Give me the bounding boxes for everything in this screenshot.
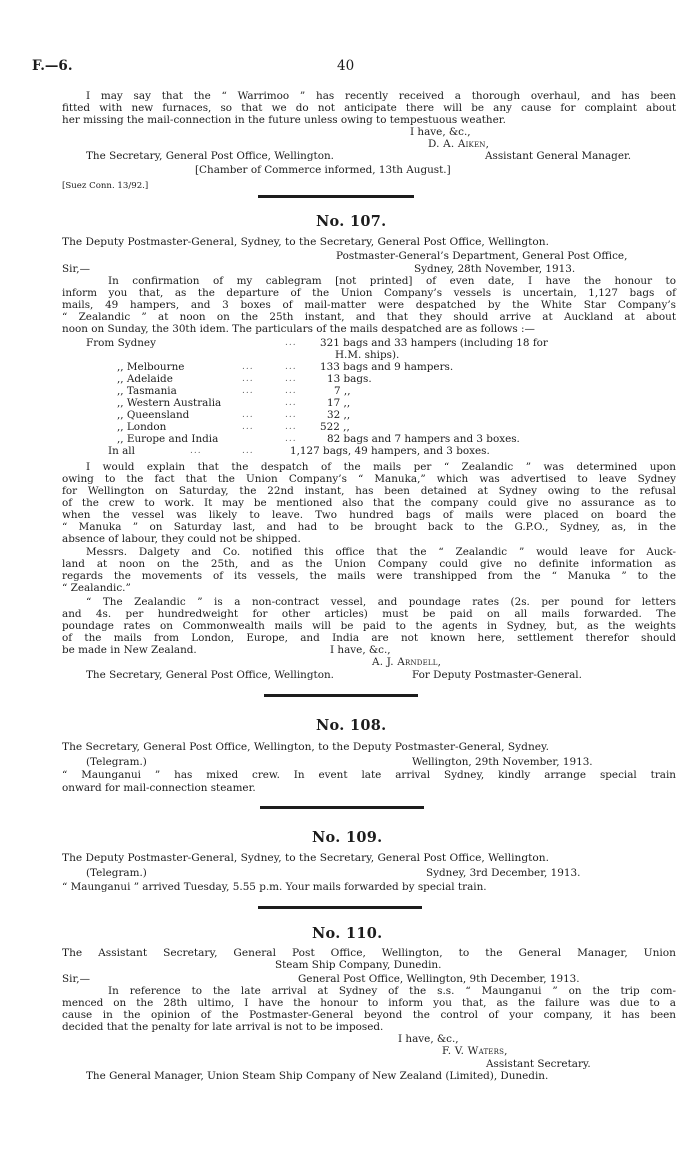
addressee: The General Manager, Union Steam Ship Company of New Zealand (Limited), Dunedin.: [86, 1070, 549, 1082]
paragraph-line: Messrs. Dalgety and Co. notified this office that the “ Zealandic ” would leave for Auck-: [86, 546, 676, 558]
table-source: From Sydney: [86, 337, 156, 349]
salutation: Sir,—: [62, 973, 90, 985]
paragraph-line: menced on the 28th ultimo, I have the honour to inform you that, as the failure was due to a: [62, 997, 676, 1009]
paragraph-line: mails, 49 hampers, and 3 boxes of mail-matter were despatched by the White Star Company’s: [62, 299, 676, 311]
paragraph-line: In reference to the late arrival at Sydney of the s.s. “ Maunganui ” on the trip com-: [108, 985, 676, 997]
signatory-title: Assistant General Manager.: [485, 150, 632, 162]
leader-dots: ...: [242, 386, 254, 396]
paragraph-line: when the vessel was likely to leave. Two hundred bags of mails were placed on board the: [62, 509, 676, 521]
closing: I have, &c.,: [410, 126, 471, 138]
leader-dots: ...: [285, 362, 297, 372]
paragraph-line: poundage rates on Commonwealth mails will be paid to the agents in Sydney, but, as the weights: [62, 620, 676, 632]
telegram-text: “ Maunganui ” has mixed crew. In event late arrival Sydney, kindly arrange special train: [62, 769, 676, 781]
paragraph-line: inform you that, as the departure of the Union Company’s vessels is uncertain, 1,127 bags of: [62, 287, 676, 299]
closing: I have, &c.,: [398, 1033, 459, 1045]
page-ref: F.—6.: [32, 58, 73, 74]
telegram-text: “ Maunganui ” arrived Tuesday, 5.55 p.m. Your mails forwarded by special train.: [62, 881, 487, 893]
leader-dots: ...: [285, 374, 297, 384]
letter-number: No. 107.: [316, 213, 387, 230]
table-quantity: 1,127 bags, 49 hampers, and 3 boxes.: [290, 445, 490, 457]
date-line: Sydney, 28th November, 1913.: [414, 263, 576, 275]
table-quantity-continued: H.M. ships).: [335, 349, 400, 361]
leader-dots: ...: [285, 398, 297, 408]
date-line: General Post Office, Wellington, 9th December, 1913.: [298, 973, 580, 985]
closing: I have, &c.,: [330, 644, 391, 656]
telegram-label: (Telegram.): [86, 756, 147, 768]
table-source: ,, Europe and India: [117, 433, 219, 445]
addressee: The Secretary, General Post Office, Wellington.: [86, 669, 334, 681]
date-line: Sydney, 3rd December, 1913.: [426, 867, 581, 879]
leader-dots: ...: [242, 410, 254, 420]
paragraph-line: for Wellington on Saturday, the 22nd instant, has been detained at Sydney owing to the refusal: [62, 485, 676, 497]
section-divider: [258, 195, 414, 198]
table-quantity: 13 bags.: [327, 373, 372, 385]
paragraph-line: cause in the opinion of the Postmaster-General beyond the control of your company, it has been: [62, 1009, 676, 1021]
date-line: Wellington, 29th November, 1913.: [412, 756, 593, 768]
leader-dots: ...: [285, 434, 297, 444]
table-source: ,, Queensland: [117, 409, 190, 421]
paragraph-line: “ Zealandic.”: [62, 582, 131, 594]
table-source: ,, Melbourne: [117, 361, 185, 373]
paragraph-line: land at noon on the 25th, and as the Union Company could give no definite information as: [62, 558, 676, 570]
paragraph-line: her missing the mail-connection in the future unless owing to tempestuous weather.: [62, 114, 506, 126]
addressee: The Secretary, General Post Office, Wellington.: [86, 150, 334, 162]
table-quantity: 17 ,,: [327, 397, 351, 409]
leader-dots: ...: [242, 446, 254, 456]
letter-number: No. 109.: [312, 829, 383, 846]
table-quantity: 321 bags and 33 hampers (including 18 for: [320, 337, 548, 349]
leader-dots: ...: [285, 422, 297, 432]
paragraph-line: I may say that the “ Warrimoo ” has recently received a thorough overhaul, and has been: [86, 90, 676, 102]
section-divider: [260, 806, 424, 809]
leader-dots: ...: [285, 338, 297, 348]
table-source: In all: [108, 445, 135, 457]
leader-dots: ...: [190, 446, 202, 456]
from-line: Postmaster-General’s Department, General Post Office,: [336, 250, 628, 262]
page-number: 40: [337, 58, 355, 74]
paragraph-line: noon on Sunday, the 30th idem. The particulars of the mails despatched are as follows :—: [62, 323, 535, 335]
table-source: ,, Adelaide: [117, 373, 173, 385]
letter-heading: Steam Ship Company, Dunedin.: [275, 959, 442, 971]
paragraph-line: “ The Zealandic ” is a non-contract vessel, and poundage rates (2s. per pound for letters: [86, 596, 676, 608]
telegram-label: (Telegram.): [86, 867, 147, 879]
paragraph-line: regards the movements of its vessels, the mails were transhipped from the “ Manuka ” to the: [62, 570, 676, 582]
salutation: Sir,—: [62, 263, 90, 275]
telegram-text: onward for mail-connection steamer.: [62, 782, 256, 794]
signatory: F. V. Waters,: [442, 1045, 508, 1057]
letter-number: No. 110.: [312, 925, 383, 942]
paragraph-line: owing to the fact that the Union Company’s “ Manuka,” which was advertised to leave Sydney: [62, 473, 676, 485]
table-source: ,, Tasmania: [117, 385, 177, 397]
letter-heading: The Deputy Postmaster-General, Sydney, to the Secretary, General Post Office, Wellington.: [62, 852, 549, 864]
margin-reference: [Suez Conn. 13/92.]: [62, 181, 149, 191]
paragraph-line: “ Manuka ” on Saturday last, and had to be brought back to the G.P.O., Sydney, as, in the: [62, 521, 676, 533]
section-divider: [264, 694, 418, 697]
paragraph-line: of the mails from London, Europe, and India are not known here, settlement therefor should: [62, 632, 676, 644]
table-quantity: 133 bags and 9 hampers.: [320, 361, 454, 373]
paragraph-line: “ Zealandic ” at noon on the 25th instant, and that they should arrive at Auckland at about: [62, 311, 676, 323]
paragraph-line: fitted with new furnaces, so that we do not anticipate there will be any cause for complaint about: [62, 102, 676, 114]
paragraph-line: I would explain that the despatch of the mails per “ Zealandic ” was determined upon: [86, 461, 676, 473]
table-quantity: 522 ,,: [320, 421, 350, 433]
section-divider: [258, 906, 422, 909]
leader-dots: ...: [242, 422, 254, 432]
leader-dots: ...: [242, 362, 254, 372]
letter-heading: The Secretary, General Post Office, Wellington, to the Deputy Postmaster-General, Sydney.: [62, 741, 549, 753]
paragraph-line: absence of labour, they could not be shipped.: [62, 533, 301, 545]
paragraph-line: In confirmation of my cablegram [not printed] of even date, I have the honour to: [108, 275, 676, 287]
table-quantity: 7 ,,: [334, 385, 351, 397]
letter-heading: The Deputy Postmaster-General, Sydney, to the Secretary, General Post Office, Wellington.: [62, 236, 549, 248]
leader-dots: ...: [285, 386, 297, 396]
letter-heading: The Assistant Secretary, General Post Office, Wellington, to the General Manager, Union: [62, 947, 676, 959]
paragraph-line: of the crew to work. It may be mentioned also that the company could give no assurance as to: [62, 497, 676, 509]
table-quantity: 82 bags and 7 hampers and 3 boxes.: [327, 433, 520, 445]
signatory: D. A. Aiken,: [428, 138, 490, 150]
signatory-title: Assistant Secretary.: [486, 1058, 591, 1070]
signatory: A. J. Arndell,: [372, 656, 442, 668]
leader-dots: ...: [285, 410, 297, 420]
leader-dots: ...: [242, 374, 254, 384]
paragraph-line: decided that the penalty for late arrival is not to be imposed.: [62, 1021, 384, 1033]
paragraph-line: be made in New Zealand.: [62, 644, 197, 656]
editorial-note: [Chamber of Commerce informed, 13th August.]: [195, 164, 451, 176]
table-quantity: 32 ,,: [327, 409, 351, 421]
table-source: ,, London: [117, 421, 167, 433]
paragraph-line: and 4s. per hundredweight for other articles) must be paid on all mails forwarded. The: [62, 608, 676, 620]
letter-number: No. 108.: [316, 717, 387, 734]
table-source: ,, Western Australia: [117, 397, 222, 409]
signatory-title: For Deputy Postmaster-General.: [412, 669, 582, 681]
